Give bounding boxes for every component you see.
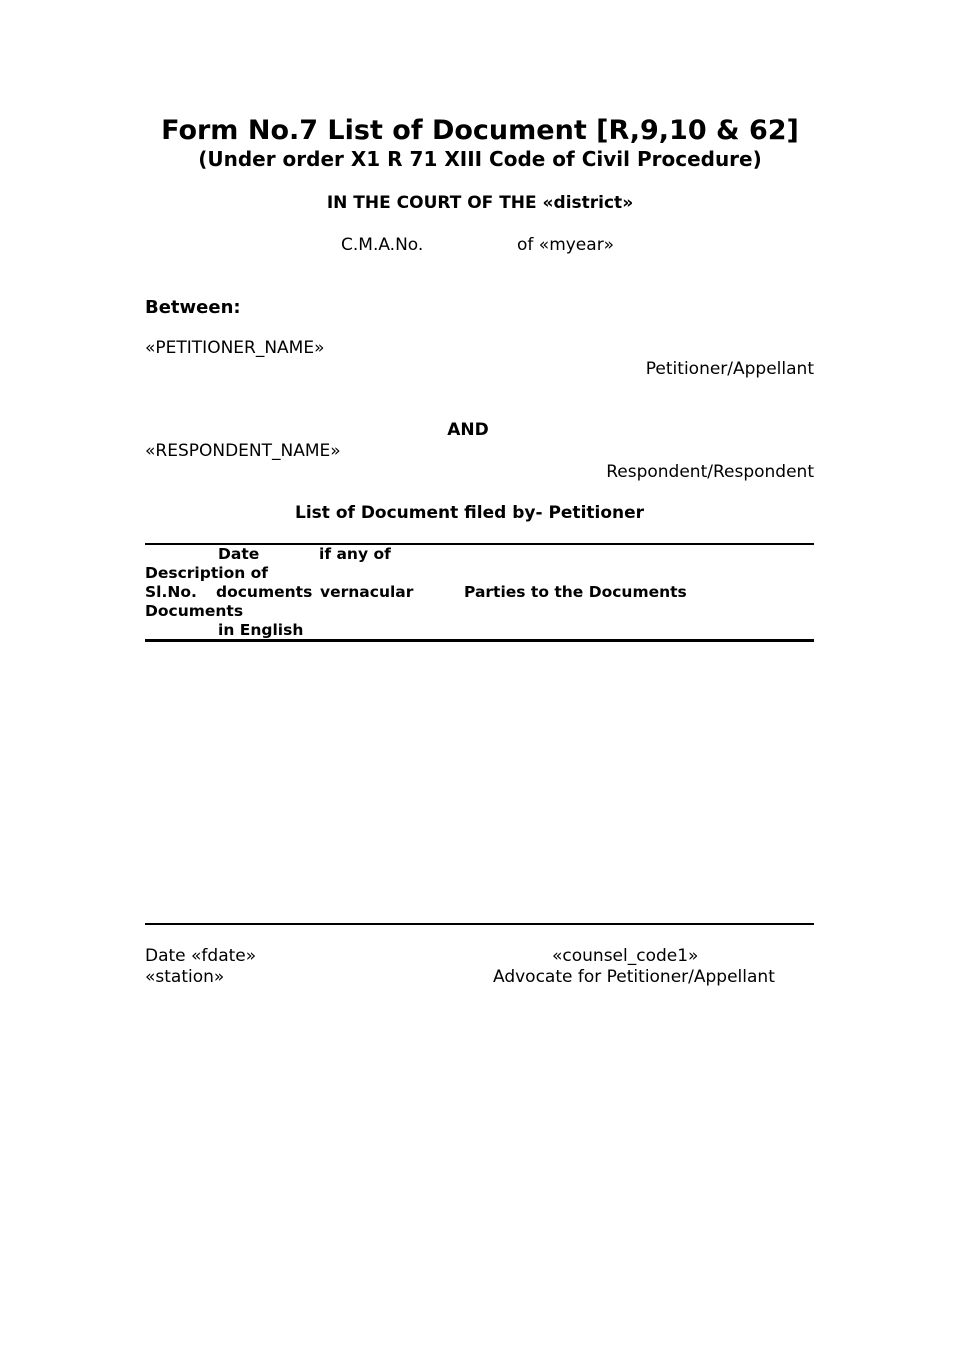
footer-counsel-code: «counsel_code1»: [552, 946, 699, 966]
column-header-date: Date: [218, 545, 260, 563]
page-subtitle: (Under order X1 R 71 XIII Code of Civil Procedure): [198, 147, 762, 171]
column-header-if-any-of: if any of: [319, 545, 391, 563]
column-header-parties: Parties to the Documents: [464, 583, 687, 601]
column-header-in-english: in English: [218, 621, 304, 639]
between-label: Between:: [145, 297, 241, 318]
list-heading: List of Document filed by- Petitioner: [295, 503, 645, 523]
footer-station: «station»: [145, 967, 225, 987]
column-header-vernacular: vernacular: [320, 583, 414, 601]
page-title: Form No.7 List of Document [R,9,10 & 62]: [161, 115, 799, 146]
petitioner-role: Petitioner/Appellant: [645, 359, 814, 379]
court-heading: IN THE COURT OF THE «district»: [326, 193, 634, 213]
table-bottom-rule: [145, 923, 814, 925]
column-header-documents-2: Documents: [145, 602, 244, 620]
and-label: AND: [447, 420, 489, 440]
column-header-description-of: Description of: [145, 564, 269, 582]
footer-advocate-label: Advocate for Petitioner/Appellant: [493, 967, 775, 987]
column-header-documents: documents: [216, 583, 313, 601]
respondent-name: «RESPONDENT_NAME»: [145, 441, 341, 461]
footer-date: Date «fdate»: [145, 946, 257, 966]
column-header-slno: Sl.No.: [145, 583, 197, 601]
petitioner-name: «PETITIONER_NAME»: [145, 338, 325, 358]
respondent-role: Respondent/Respondent: [606, 462, 814, 482]
table-header-rule: [145, 639, 814, 642]
cma-number-label: C.M.A.No.: [341, 235, 424, 255]
cma-year-label: of «myear»: [517, 235, 615, 255]
